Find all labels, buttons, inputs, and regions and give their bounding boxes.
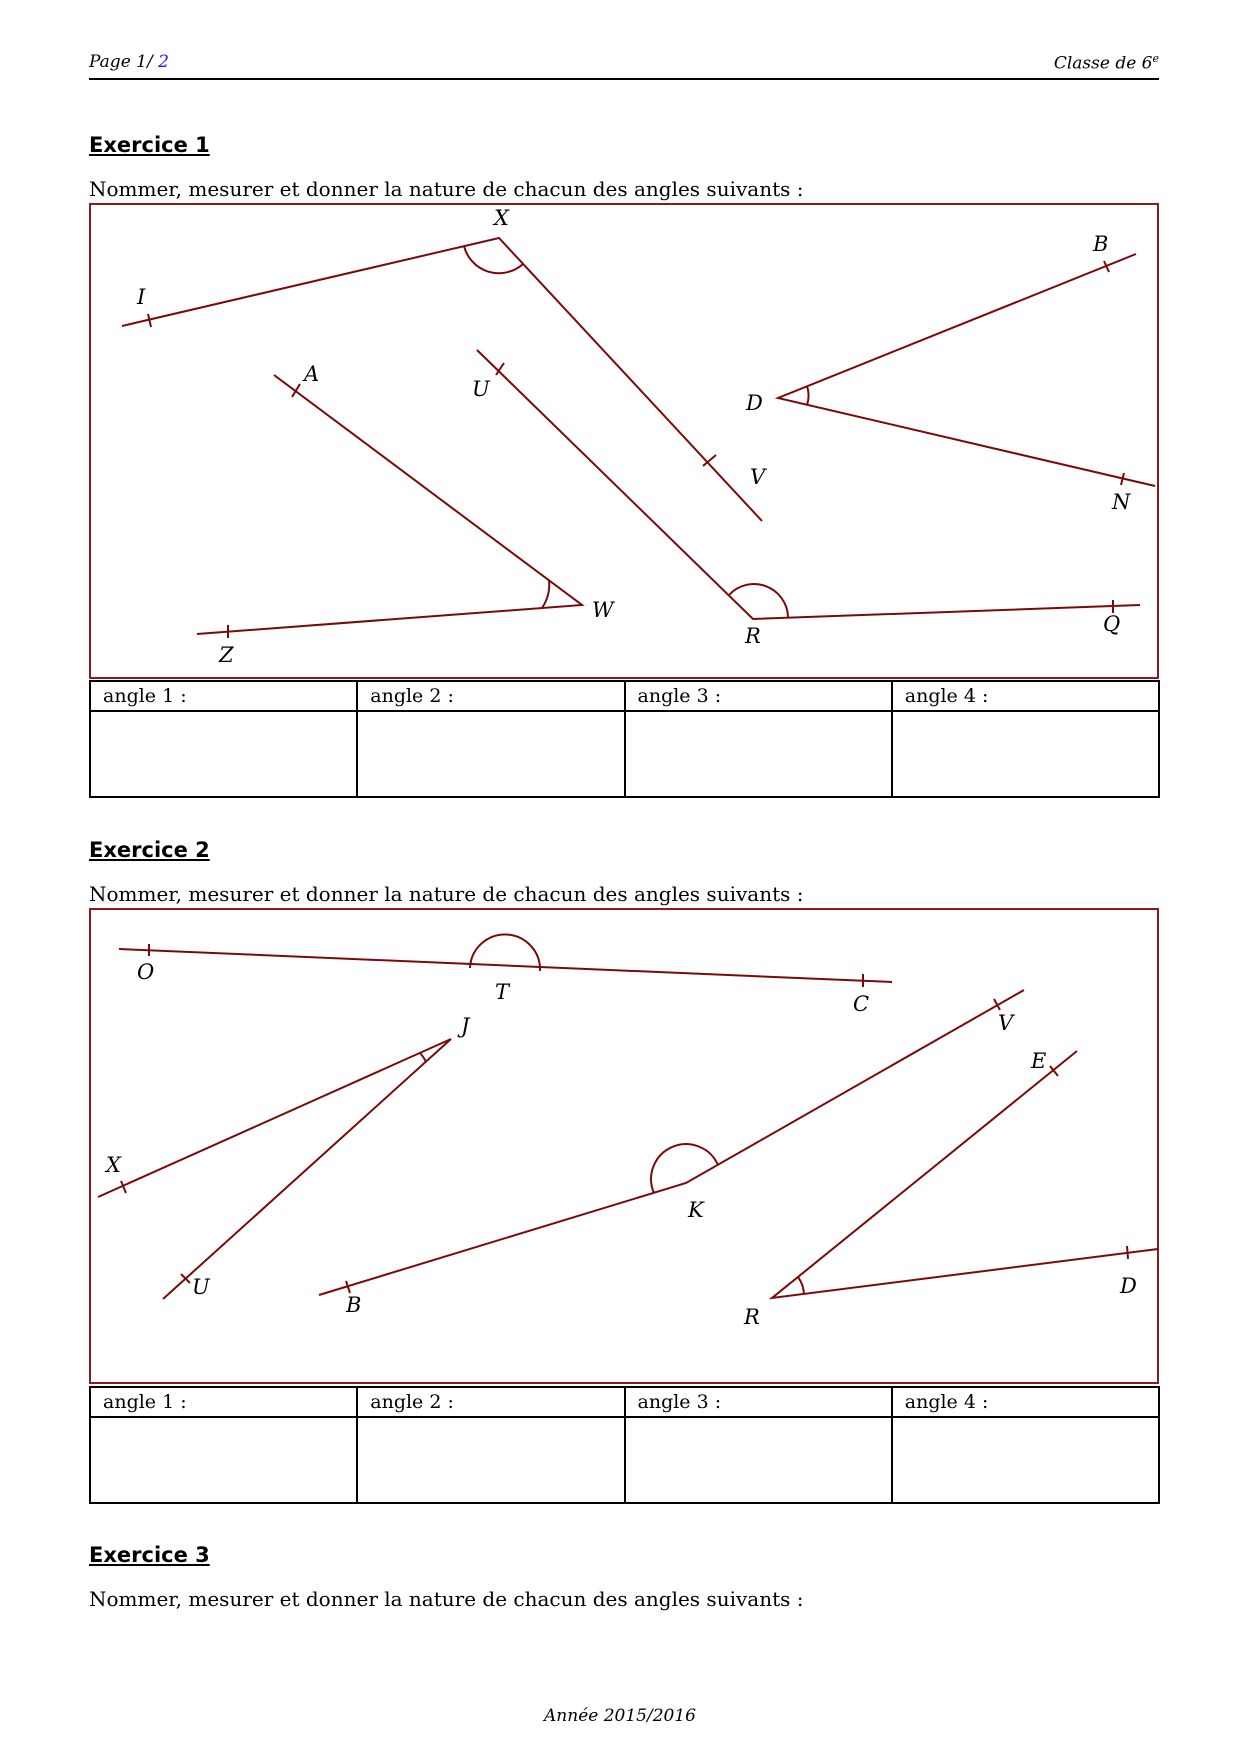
point-label-d: D [1120, 1274, 1137, 1298]
point-label-e: E [1031, 1049, 1047, 1073]
point-label-w: W [592, 598, 614, 622]
point-label-z: Z [219, 643, 234, 667]
exercise-2-answer-table [89, 1386, 1160, 1504]
angle-1-answer-cell[interactable] [90, 1417, 357, 1503]
angle-2-header: angle 2 : [357, 681, 624, 711]
angle-bdn-lines [778, 254, 1155, 486]
angle-3-answer-cell[interactable] [625, 1417, 892, 1503]
point-label-t: T [495, 980, 510, 1004]
exercise-2-title: Exercice 2 [89, 838, 210, 862]
angle-2-answer-cell[interactable] [357, 1417, 624, 1503]
point-label-d: D [746, 391, 763, 415]
page-total-link[interactable]: 2 [158, 52, 169, 72]
angle-1-answer-cell[interactable] [90, 711, 357, 797]
angle-xju-lines [98, 1039, 451, 1299]
point-label-q: Q [1103, 612, 1121, 636]
angle-ixv-arc [464, 246, 523, 273]
angle-4-answer-cell[interactable] [892, 711, 1159, 797]
point-label-v: V [750, 465, 766, 489]
tick-d [1127, 1246, 1128, 1259]
exercise-1-answer-table [89, 680, 1160, 798]
angle-bkv-lines [319, 990, 1024, 1295]
exercise-3-title: Exercice 3 [89, 1543, 210, 1567]
angle-awz-lines [197, 375, 582, 634]
class-label: Classe de 6e [1053, 52, 1159, 74]
angle-erd-arc [798, 1277, 804, 1294]
point-label-n: N [1112, 490, 1131, 514]
figure-frame [90, 909, 1158, 1383]
figure-frame [90, 204, 1158, 678]
exercise-2-figure [89, 908, 1159, 1384]
angle-ixv-lines [122, 238, 762, 521]
point-label-x: X [494, 206, 509, 230]
exercise-3-instruction: Nommer, mesurer et donner la nature de chacun des angles suivants : [89, 1587, 804, 1611]
point-label-k: K [688, 1198, 704, 1222]
angle-bkv-arc [651, 1144, 718, 1193]
point-label-r: R [745, 624, 761, 648]
point-label-u: U [192, 1275, 210, 1299]
point-label-r: R [744, 1305, 760, 1329]
angle-2-header: angle 2 : [357, 1387, 624, 1417]
page-header [89, 50, 1159, 80]
angle-4-header: angle 4 : [892, 681, 1159, 711]
angle-3-header: angle 3 : [625, 1387, 892, 1417]
angle-xju-arc [420, 1053, 426, 1062]
angle-3-answer-cell[interactable] [625, 711, 892, 797]
point-label-u: U [472, 377, 490, 401]
angle-3-header: angle 3 : [625, 681, 892, 711]
page-footer: Année 2015/2016 [544, 1706, 696, 1726]
angle-erd-lines [772, 1051, 1158, 1298]
angle-bdn-arc [807, 386, 809, 405]
exercise-2-instruction: Nommer, mesurer et donner la nature de chacun des angles suivants : [89, 882, 804, 906]
point-label-j: J [461, 1014, 470, 1038]
point-label-o: O [137, 960, 155, 984]
angle-2-answer-cell[interactable] [357, 711, 624, 797]
angle-awz-arc [542, 580, 549, 608]
angle-otc-line [119, 949, 892, 982]
point-label-a: A [304, 362, 320, 386]
angle-4-header: angle 4 : [892, 1387, 1159, 1417]
angle-1-header: angle 1 : [90, 1387, 357, 1417]
point-label-b: B [346, 1293, 362, 1317]
angle-urq-arc [729, 584, 788, 617]
point-label-i: I [137, 285, 146, 309]
point-label-x: X [106, 1153, 121, 1177]
angle-1-header: angle 1 : [90, 681, 357, 711]
point-label-c: C [853, 992, 870, 1016]
point-label-b: B [1093, 232, 1109, 256]
point-label-v: V [998, 1011, 1014, 1035]
exercise-1-figure [89, 203, 1159, 679]
exercise-1-title: Exercice 1 [89, 133, 210, 157]
angle-4-answer-cell[interactable] [892, 1417, 1159, 1503]
page-number: Page 1/ 2 [89, 52, 169, 72]
exercise-1-instruction: Nommer, mesurer et donner la nature de chacun des angles suivants : [89, 177, 804, 201]
